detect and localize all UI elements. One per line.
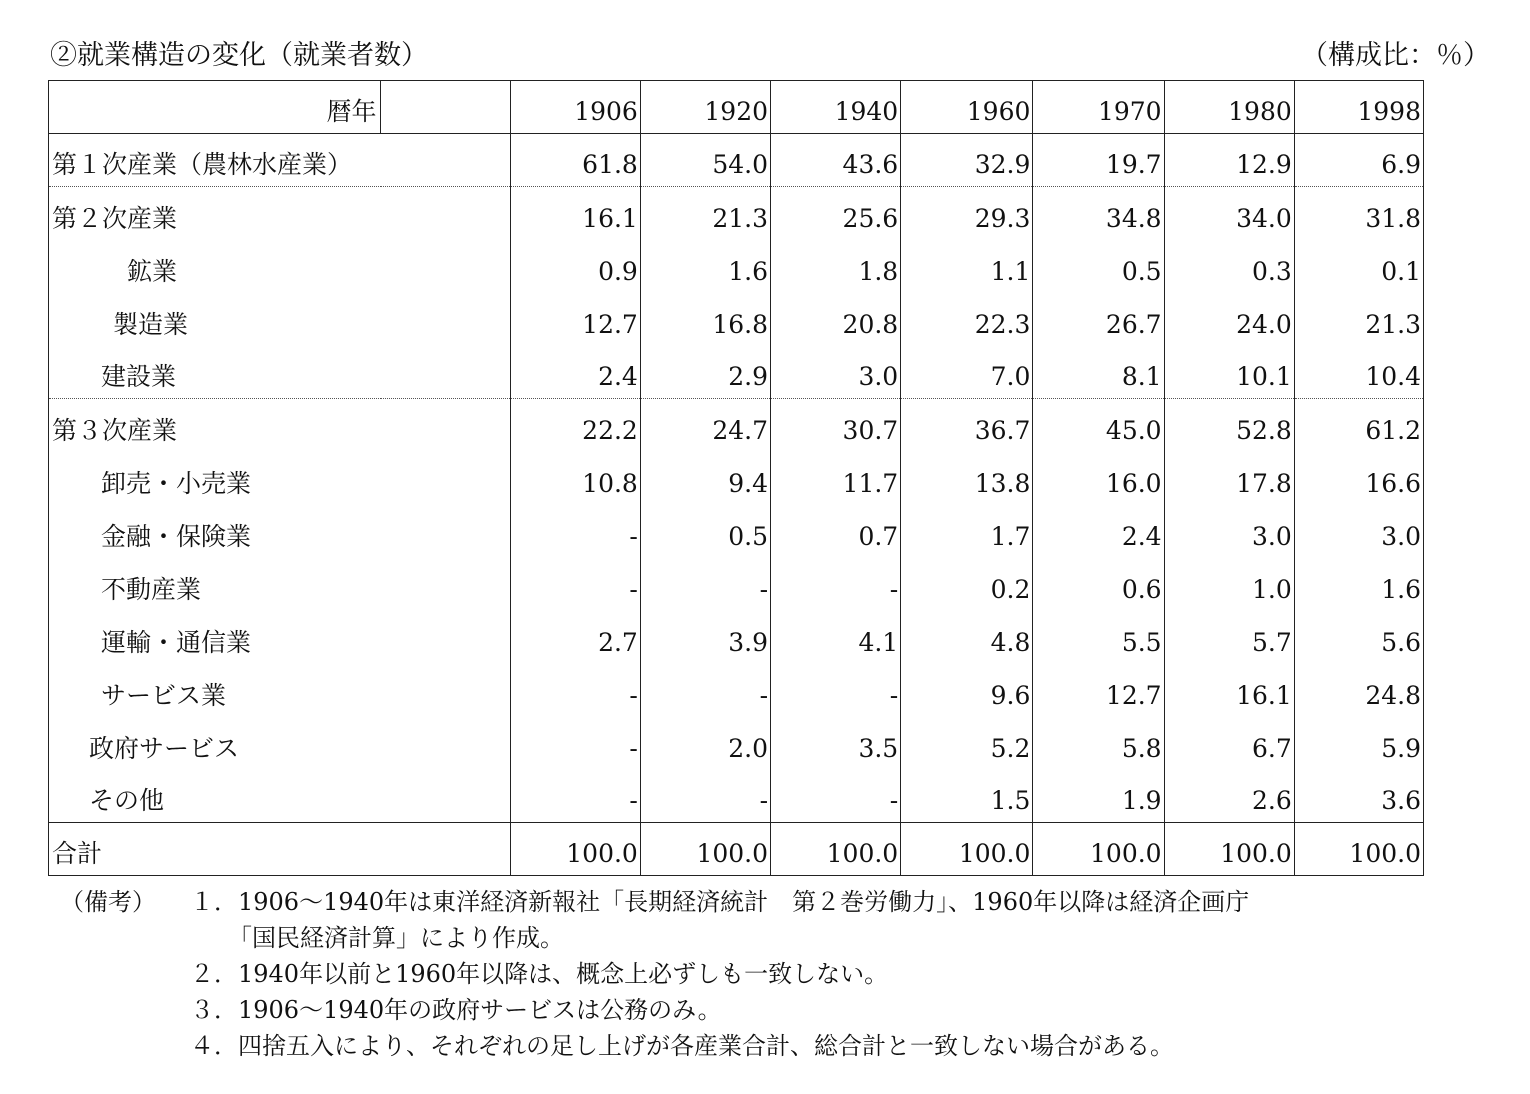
table-cell: 1.9 <box>1033 770 1164 823</box>
table-header-row <box>49 81 1424 134</box>
table-body <box>49 81 1424 876</box>
table-cell: 2.9 <box>640 346 770 399</box>
row-label: 第２次産業 <box>49 187 381 240</box>
table-row <box>49 452 1424 505</box>
table-row <box>49 558 1424 611</box>
unit-label: （構成比：％） <box>1301 40 1490 71</box>
note-item: １．1906～1940年は東洋経済新報社「長期経済統計 第２巻労働力」、1960年以降は経済企画庁 <box>190 888 1250 916</box>
table-cell: 100.0 <box>901 823 1033 876</box>
table-row <box>49 399 1424 452</box>
page-title: ②就業構造の変化（就業者数） <box>50 40 428 71</box>
year-header: 1980 <box>1164 81 1294 134</box>
table-cell: 22.2 <box>510 399 640 452</box>
table-cell: 29.3 <box>901 187 1033 240</box>
note-line <box>60 884 1249 920</box>
table-cell: 5.8 <box>1033 717 1164 770</box>
row-label: 政府サービス <box>49 717 381 770</box>
notes <box>60 884 1249 1064</box>
table-cell: 12.7 <box>510 293 640 346</box>
table-cell: - <box>640 558 770 611</box>
table-cell: 0.9 <box>510 240 640 293</box>
note-line <box>60 956 1249 992</box>
table-cell: 2.4 <box>510 346 640 399</box>
table-cell: 3.0 <box>1294 505 1423 558</box>
table-cell: 5.9 <box>1294 717 1423 770</box>
table-cell: 61.2 <box>1294 399 1423 452</box>
row-label: 金融・保険業 <box>49 505 381 558</box>
notes-head: （備考） <box>60 888 156 916</box>
table-cell: 16.1 <box>510 187 640 240</box>
row-label: 製造業 <box>49 293 381 346</box>
table-cell: 21.3 <box>1294 293 1423 346</box>
table-cell: 6.7 <box>1164 717 1294 770</box>
table-row <box>49 346 1424 399</box>
table-cell: 8.1 <box>1033 346 1164 399</box>
year-header: 1906 <box>510 81 640 134</box>
table-cell: 30.7 <box>771 399 901 452</box>
table-cell: 2.4 <box>1033 505 1164 558</box>
table-cell: 12.9 <box>1164 134 1294 187</box>
year-header: 1998 <box>1294 81 1423 134</box>
table-cell: 6.9 <box>1294 134 1423 187</box>
table-cell: 1.5 <box>901 770 1033 823</box>
table-cell: 34.8 <box>1033 187 1164 240</box>
table-row <box>49 187 1424 240</box>
year-header: 1920 <box>640 81 770 134</box>
table-cell: 100.0 <box>510 823 640 876</box>
table-cell: 24.8 <box>1294 664 1423 717</box>
table-cell: 61.8 <box>510 134 640 187</box>
note-item: ２．1940年以前と1960年以降は、概念上必ずしも一致しない。 <box>190 960 889 988</box>
row-label: 運輸・通信業 <box>49 611 381 664</box>
row-label: 第１次産業（農林水産業） <box>49 134 381 187</box>
table-cell: - <box>771 558 901 611</box>
table-row <box>49 770 1424 823</box>
table-cell: 3.6 <box>1294 770 1423 823</box>
table-cell: 100.0 <box>640 823 770 876</box>
table-cell: 45.0 <box>1033 399 1164 452</box>
table-cell: 4.8 <box>901 611 1033 664</box>
table-cell: 2.0 <box>640 717 770 770</box>
table-cell: 5.6 <box>1294 611 1423 664</box>
table-cell: 0.6 <box>1033 558 1164 611</box>
employment-structure-table <box>48 80 1424 876</box>
table-cell: 19.7 <box>1033 134 1164 187</box>
table-cell: 3.9 <box>640 611 770 664</box>
table-cell: 43.6 <box>771 134 901 187</box>
table-cell: 16.1 <box>1164 664 1294 717</box>
row-label: 鉱業 <box>49 240 381 293</box>
table-cell: - <box>510 558 640 611</box>
table-cell: 11.7 <box>771 452 901 505</box>
row-label: 第３次産業 <box>49 399 381 452</box>
table-cell: 20.8 <box>771 293 901 346</box>
table-cell: 0.5 <box>640 505 770 558</box>
table-cell: 10.1 <box>1164 346 1294 399</box>
table-cell: 34.0 <box>1164 187 1294 240</box>
table-cell: 2.6 <box>1164 770 1294 823</box>
row-label: その他 <box>49 770 381 823</box>
table-cell: 1.7 <box>901 505 1033 558</box>
table-cell: 2.7 <box>510 611 640 664</box>
row-label: 合計 <box>49 823 381 876</box>
table-cell: 7.0 <box>901 346 1033 399</box>
table-cell: 21.3 <box>640 187 770 240</box>
row-label: 建設業 <box>49 346 381 399</box>
table-cell: 9.4 <box>640 452 770 505</box>
table-cell: 100.0 <box>771 823 901 876</box>
table-cell: 10.4 <box>1294 346 1423 399</box>
table-cell: 100.0 <box>1294 823 1423 876</box>
table-row <box>49 134 1424 187</box>
note-item: ４．四捨五入により、それぞれの足し上げが各産業合計、総合計と一致しない場合がある。 <box>190 1032 1174 1060</box>
table-cell: 0.3 <box>1164 240 1294 293</box>
header-label: 暦年 <box>49 81 381 134</box>
note-item: 「国民経済計算」により作成。 <box>228 924 564 952</box>
table-cell: 3.0 <box>771 346 901 399</box>
table-cell: 3.0 <box>1164 505 1294 558</box>
table-cell: 13.8 <box>901 452 1033 505</box>
table-cell: 4.1 <box>771 611 901 664</box>
table-cell: 3.5 <box>771 717 901 770</box>
table-row <box>49 240 1424 293</box>
table-cell: 1.8 <box>771 240 901 293</box>
table-cell: 52.8 <box>1164 399 1294 452</box>
table-row <box>49 293 1424 346</box>
table-cell: 0.1 <box>1294 240 1423 293</box>
table-cell: 31.8 <box>1294 187 1423 240</box>
table-cell: 54.0 <box>640 134 770 187</box>
table-cell: - <box>771 664 901 717</box>
table-cell: 100.0 <box>1164 823 1294 876</box>
table-cell: 16.0 <box>1033 452 1164 505</box>
note-line <box>60 920 1249 956</box>
table-cell: - <box>510 505 640 558</box>
table-cell: 10.8 <box>510 452 640 505</box>
table-cell: - <box>640 770 770 823</box>
table-cell: 5.2 <box>901 717 1033 770</box>
note-line <box>60 992 1249 1028</box>
table-cell: 0.2 <box>901 558 1033 611</box>
table-cell: 1.0 <box>1164 558 1294 611</box>
table-row <box>49 664 1424 717</box>
table-cell: 17.8 <box>1164 452 1294 505</box>
table-cell: 25.6 <box>771 187 901 240</box>
table-cell: - <box>640 664 770 717</box>
table-cell: 32.9 <box>901 134 1033 187</box>
table-cell: 0.5 <box>1033 240 1164 293</box>
table-cell: - <box>510 770 640 823</box>
table-cell: - <box>510 664 640 717</box>
table-cell: 1.1 <box>901 240 1033 293</box>
table-cell: - <box>771 770 901 823</box>
year-header: 1970 <box>1033 81 1164 134</box>
table-cell: 0.7 <box>771 505 901 558</box>
table-cell: 24.7 <box>640 399 770 452</box>
note-line <box>60 1028 1249 1064</box>
table-cell: 12.7 <box>1033 664 1164 717</box>
row-label: 卸売・小売業 <box>49 452 381 505</box>
year-header: 1960 <box>901 81 1033 134</box>
note-item: ３．1906～1940年の政府サービスは公務のみ。 <box>190 996 722 1024</box>
table-cell: 26.7 <box>1033 293 1164 346</box>
table-cell: 1.6 <box>1294 558 1423 611</box>
table-row <box>49 823 1424 876</box>
row-label: 不動産業 <box>49 558 381 611</box>
table-cell: 36.7 <box>901 399 1033 452</box>
table-cell: - <box>510 717 640 770</box>
table-cell: 24.0 <box>1164 293 1294 346</box>
table-row <box>49 505 1424 558</box>
table-cell: 16.8 <box>640 293 770 346</box>
table-cell: 5.5 <box>1033 611 1164 664</box>
table-cell: 9.6 <box>901 664 1033 717</box>
table-cell: 22.3 <box>901 293 1033 346</box>
row-label: サービス業 <box>49 664 381 717</box>
year-header: 1940 <box>771 81 901 134</box>
table-cell: 5.7 <box>1164 611 1294 664</box>
table-cell: 1.6 <box>640 240 770 293</box>
table-cell: 16.6 <box>1294 452 1423 505</box>
table-row <box>49 611 1424 664</box>
table-cell: 100.0 <box>1033 823 1164 876</box>
table-row <box>49 717 1424 770</box>
